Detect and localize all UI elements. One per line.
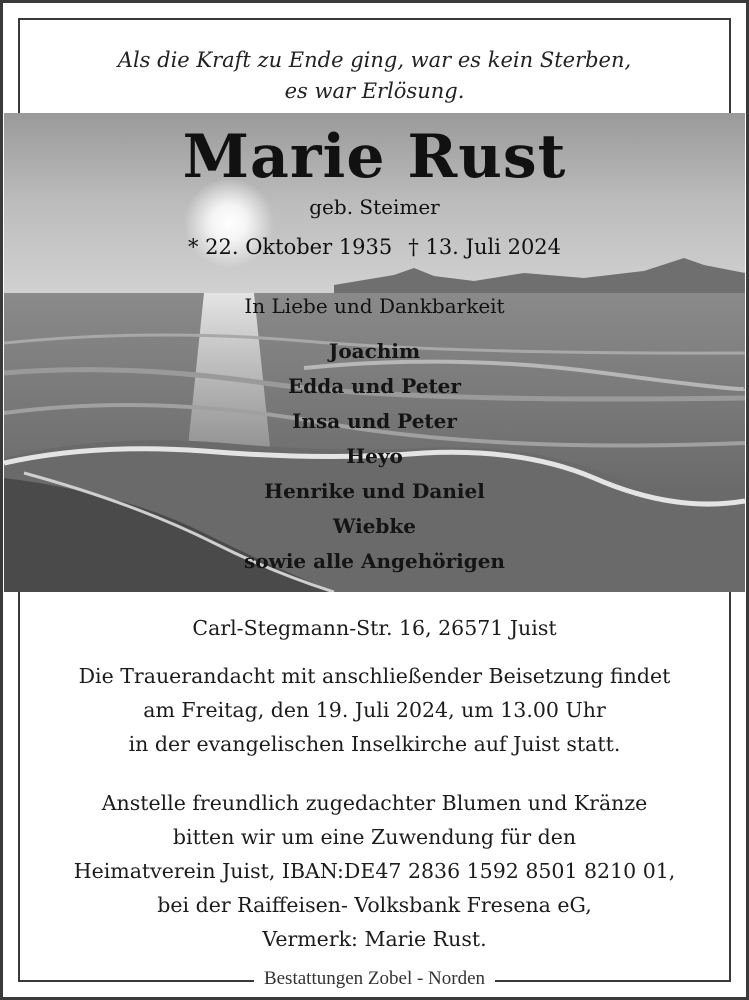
mourner-name: Henrike und Daniel [264, 479, 485, 503]
donation-line: Vermerk: Marie Rust. [262, 927, 487, 951]
motto-line-2: es war Erlösung. [284, 79, 465, 103]
footer [0, 968, 749, 990]
mourner-name: Heyo [346, 444, 403, 468]
maiden-name: geb. Steimer [309, 195, 440, 219]
mourner-name: Edda und Peter [288, 374, 461, 398]
death-date: † 13. Juli 2024 [408, 235, 562, 259]
donation-line: Anstelle freundlich zugedachter Blumen und Kränze [101, 791, 648, 815]
service-line: in der evangelischen Inselkirche auf Juist statt. [128, 732, 621, 756]
address: Carl-Stegmann-Str. 16, 26571 Juist [192, 616, 557, 640]
dedication: In Liebe und Dankbarkeit [244, 294, 505, 318]
address-block [0, 611, 749, 645]
donation-line: bei der Raiffeisen- Volksbank Fresena eG, [157, 893, 592, 917]
donation-block [0, 786, 749, 956]
birth-date: * 22. Oktober 1935 [187, 235, 393, 259]
service-line: Die Trauerandacht mit anschließender Beisetzung findet [78, 664, 671, 688]
deceased-name: Marie Rust [182, 122, 567, 192]
donation-line: bitten wir um eine Zuwendung für den [172, 825, 577, 849]
service-line: am Freitag, den 19. Juli 2024, um 13.00 Uhr [143, 698, 606, 722]
motto-line-1: Als die Kraft zu Ende ging, war es kein Sterben, [117, 48, 632, 72]
service-block [0, 659, 749, 761]
mourner-name: Wiebke [333, 514, 416, 538]
donation-line: Heimatverein Juist, IBAN:DE47 2836 1592 8501 8210 01, [73, 859, 676, 883]
mourner-name: sowie alle Angehörigen [244, 549, 505, 573]
mourner-name: Insa und Peter [292, 409, 457, 433]
life-dates [0, 233, 749, 261]
undertaker-name: Bestattungen Zobel - Norden [254, 968, 495, 989]
mourner-name: Joachim [328, 339, 421, 363]
